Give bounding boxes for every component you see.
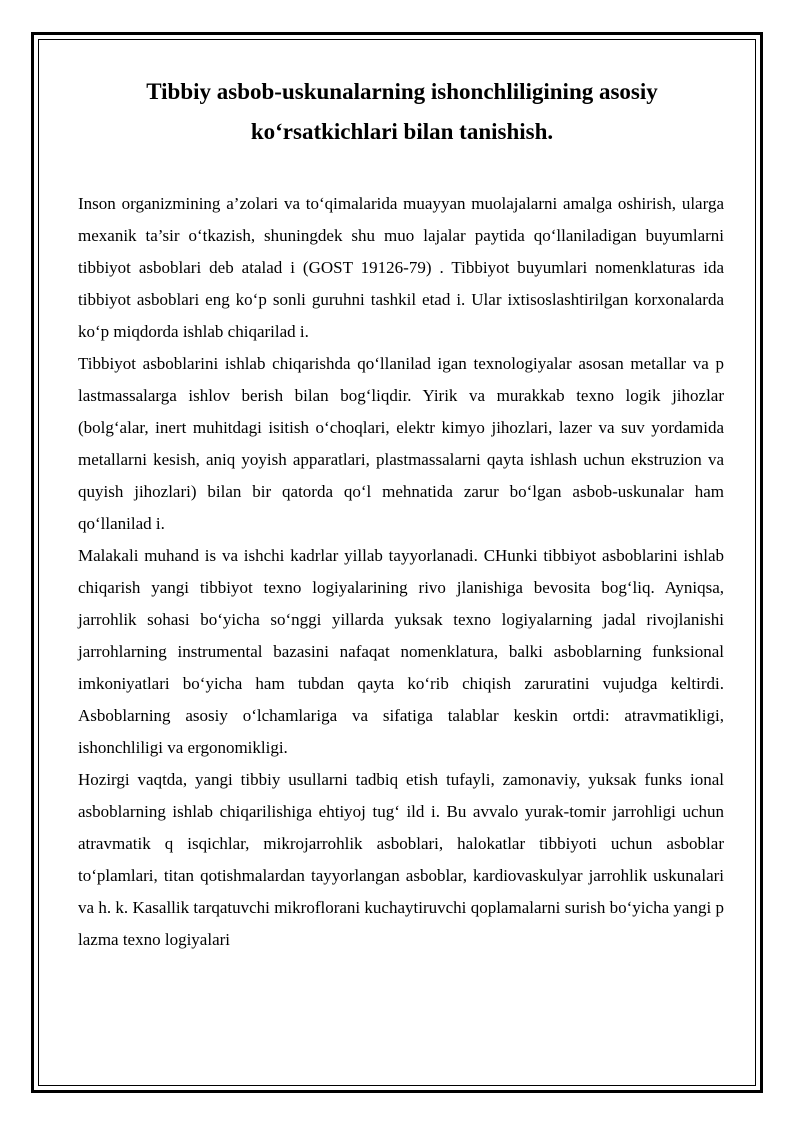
paragraph-2: Tibbiyot asboblarini ishlab chiqarishda qo‘llanilad igan texnologiyalar asosan metallar va p lastmassalarga ishlov berish bilan bog‘liqdir. Yirik va murakkab texno logik jihozlar (bolg‘alar, inert muhitdagi isitish o‘choqlari, elektr kimyo jihozlari, lazer va suv yordamida metallarni kesish, aniq yoyish apparatlari, plastmassalarni qayta ishlash uchun ekstruzion va quyish jihozlari) bilan bir qatorda qo‘l mehnatida zarur bo‘lgan asbob-uskunalar ham qo‘llanilad i.: [78, 354, 724, 533]
paragraph-4: Hozirgi vaqtda, yangi tibbiy usullarni tadbiq etish tufayli, zamonaviy, yuksak funks ional asboblarning ishlab chiqarilishiga ehtiyoj tug‘ ild i. Bu avvalo yurak-tomir jarrohligi uchun atravmatik q isqichlar, mikrojarrohlik asboblari, halokatlar tibbiyoti uchun asboblar to‘plamlari, titan qotishmalardan tayyorlangan asboblar, kardiovaskulyar jarrohlik uskunalari va h. k. Kasallik tarqatuvchi mikroflorani kuchaytiruvchi qoplamalarni surish bo‘yicha yangi p lazma texno logiyalari: [78, 770, 724, 949]
title-line-2: ko‘rsatkichlari bilan tanishish.: [250, 119, 554, 144]
document-title: [78, 72, 726, 152]
paragraph-3: Malakali muhand is va ishchi kadrlar yillab tayyorlanadi. CHunki tibbiyot asboblarini ishlab chiqarish yangi tibbiyot texno logiyalarining rivo jlanishiga bevosita bog‘liq. Ayniqsa, jarrohlik sohasi bo‘yicha so‘nggi yillarda yuksak texno logiyalarning jadal rivojlanishi jarrohlarning instrumental bazasini nafaqat nomenklatura, balki asboblarning funksional imkoniyatlari bo‘yicha ham tubdan qayta ko‘rib chiqish zaruratini vujudga keltirdi. Asboblarning asosiy o‘lchamlariga va sifatiga talablar keskin ortdi: atravmatikligi, ishonchliligi va ergonomikligi.: [78, 546, 724, 757]
paragraph-1: Inson organizmining a’zolari va to‘qimalarida muayyan muolajalarni amalga oshirish, ularga mexanik ta’sir o‘tkazish, shuningdek shu muo lajalar paytida qo‘llaniladigan buyumlarni tibbiyot asboblari deb atalad i (GOST 19126-79) . Tibbiyot buyumlari nomenklaturas ida tibbiyot asboblari eng ko‘p sonli guruhni tashkil etad i. Ular ixtisoslashtirilgan korxonalarda ko‘p miqdorda ishlab chiqarilad i.: [78, 194, 724, 341]
document-body: [78, 188, 724, 956]
title-line-1: Tibbiy asbob-uskunalarning ishonchliligining asosiy: [146, 79, 658, 104]
